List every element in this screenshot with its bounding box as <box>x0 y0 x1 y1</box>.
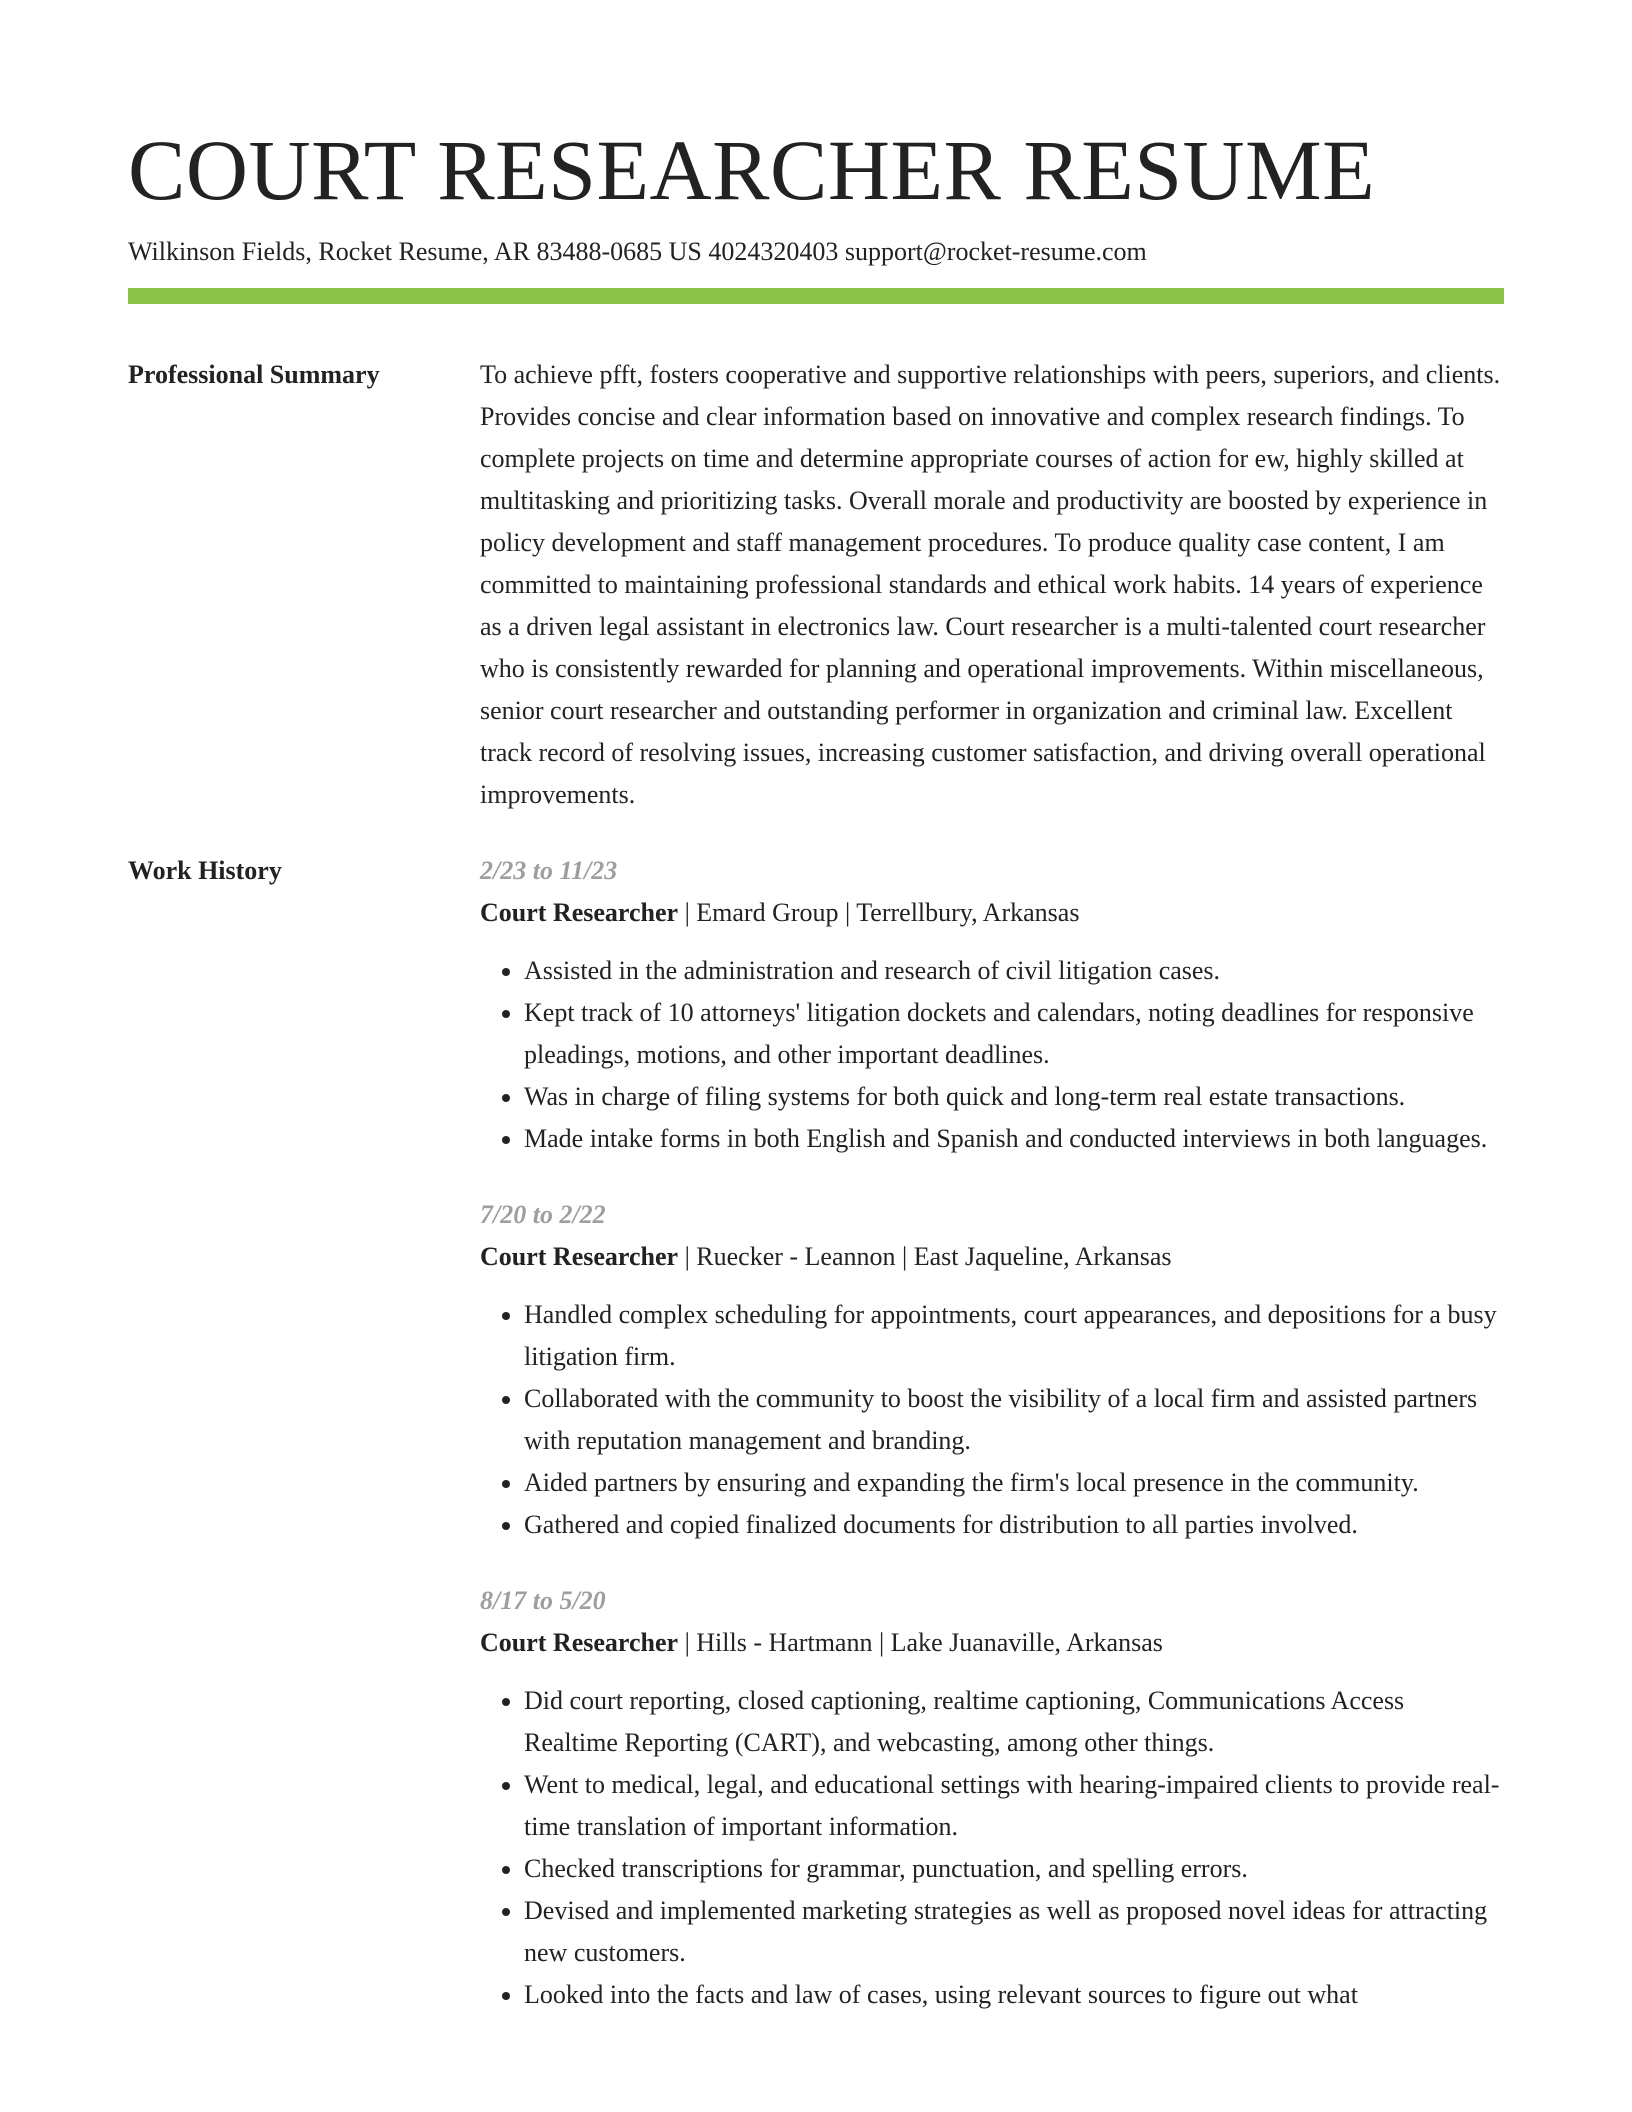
contact-line: Wilkinson Fields, Rocket Resume, AR 83488-0685 US 4024320403 support@rocket-resume.com <box>128 237 1147 266</box>
work-history-section <box>128 850 1504 2050</box>
job-details: | Emard Group | Terrellbury, Arkansas <box>678 898 1080 927</box>
professional-summary-section <box>128 354 1504 816</box>
job-bullet: • Did court reporting, closed captioning, realtime captioning, Communications Access Realtime Reporting (CART), and webcasting, among other things. <box>524 1680 1504 1764</box>
job-bullet-list <box>480 1680 1504 2016</box>
job-entry <box>480 1194 1504 1546</box>
job-bullet: • Devised and implemented marketing strategies as well as proposed novel ideas for attracting new customers. <box>524 1890 1504 1974</box>
job-bullet-list <box>480 950 1504 1160</box>
job-entry <box>480 1580 1504 2016</box>
job-bullet: • Collaborated with the community to boost the visibility of a local firm and assisted partners with reputation management and branding. <box>524 1378 1504 1462</box>
job-bullet: • Went to medical, legal, and educational settings with hearing-impaired clients to provide real-time translation of important information. <box>524 1764 1504 1848</box>
job-bullet: • Checked transcriptions for grammar, punctuation, and spelling errors. <box>524 1848 1504 1890</box>
job-details: | Hills - Hartmann | Lake Juanaville, Arkansas <box>678 1628 1163 1657</box>
job-bullet: • Assisted in the administration and research of civil litigation cases. <box>524 950 1504 992</box>
header-divider <box>128 288 1504 304</box>
work-history-body <box>480 850 1504 2050</box>
resume-page <box>128 118 1504 2050</box>
job-bullet: • Made intake forms in both English and Spanish and conducted interviews in both languages. <box>524 1118 1504 1160</box>
summary-text: To achieve pfft, fosters cooperative and supportive relationships with peers, superiors, and clients. Provides concise and clear information based on innovative and complex research findings. To complete projects on time and determine appropriate courses of action for ew, highly skilled at multitasking and prioritizing tasks. Overall morale and productivity are boosted by experience in policy development and staff management procedures. To produce quality case content, I am committed to maintaining professional standards and ethical work habits. 14 years of experience as a driven legal assistant in electronics law. Court researcher is a multi-talented court researcher who is consistently rewarded for planning and operational improvements. Within miscellaneous, senior court researcher and outstanding performer in organization and criminal law. Excellent track record of resolving issues, increasing customer satisfaction, and driving overall operational improvements. <box>480 360 1501 809</box>
job-title: Court Researcher <box>480 1242 679 1271</box>
job-bullet: • Looked into the facts and law of cases, using relevant sources to figure out what <box>524 1974 1504 2016</box>
job-heading <box>480 1236 1504 1278</box>
job-bullet: • Gathered and copied finalized documents for distribution to all parties involved. <box>524 1504 1504 1546</box>
job-entry <box>480 850 1504 1160</box>
job-bullet-list <box>480 1294 1504 1546</box>
job-details: | Ruecker - Leannon | East Jaqueline, Arkansas <box>678 1242 1172 1271</box>
resume-title: COURT RESEARCHER RESUME <box>128 122 1376 218</box>
job-dates: 2/23 to 11/23 <box>480 856 618 885</box>
job-title: Court Researcher <box>480 1628 679 1657</box>
job-bullet: • Handled complex scheduling for appointments, court appearances, and depositions for a busy litigation firm. <box>524 1294 1504 1378</box>
job-dates: 7/20 to 2/22 <box>480 1200 606 1229</box>
job-title: Court Researcher <box>480 898 679 927</box>
job-bullet: • Was in charge of filing systems for both quick and long-term real estate transactions. <box>524 1076 1504 1118</box>
job-bullet: • Aided partners by ensuring and expanding the firm's local presence in the community. <box>524 1462 1504 1504</box>
section-label-work-history: Work History <box>128 856 282 885</box>
job-heading <box>480 1622 1504 1664</box>
summary-body <box>480 354 1504 816</box>
section-label-summary: Professional Summary <box>128 360 380 389</box>
job-bullet: • Kept track of 10 attorneys' litigation dockets and calendars, noting deadlines for responsive pleadings, motions, and other important deadlines. <box>524 992 1504 1076</box>
job-dates: 8/17 to 5/20 <box>480 1586 606 1615</box>
job-heading <box>480 892 1504 934</box>
